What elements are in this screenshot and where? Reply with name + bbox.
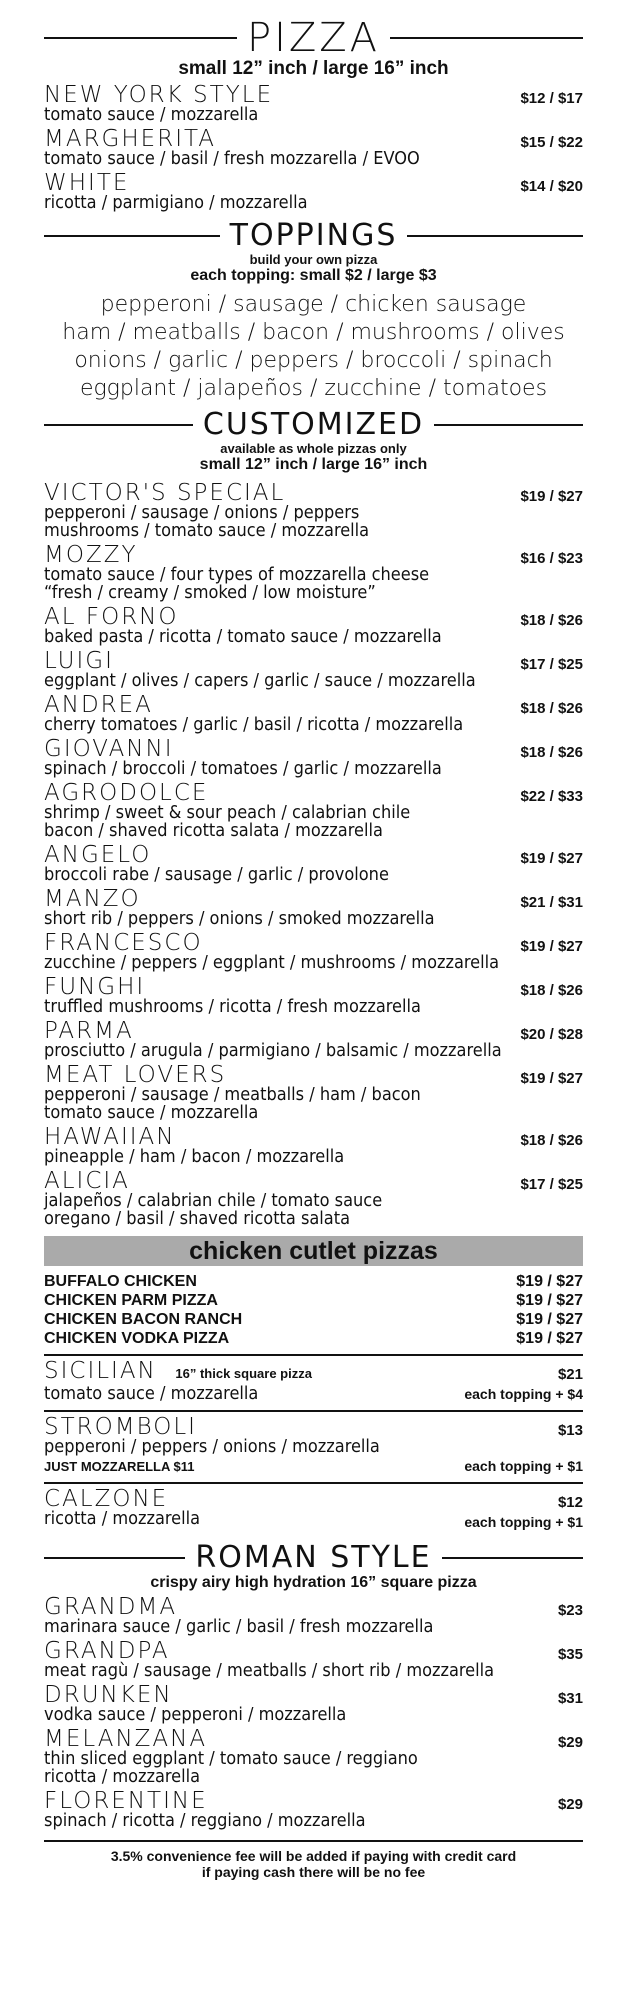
item-price: $19 / $27 — [516, 1311, 583, 1328]
topping-note: each topping + $1 — [464, 1514, 583, 1530]
divider — [390, 37, 583, 39]
item-desc: spinach / ricotta / reggiano / mozzarella — [44, 1810, 366, 1831]
item-desc: eggplant / olives / capers / garlic / sauce / mozzarella — [44, 670, 476, 691]
item-price: $35 — [557, 1646, 583, 1663]
item-name: MEAT LOVERS — [44, 1062, 227, 1088]
item-name: CHICKEN VODKA PIZZA — [44, 1330, 230, 1347]
item-desc: pepperoni / peppers / onions / mozzarella — [44, 1436, 380, 1457]
item-price: $23 — [557, 1602, 583, 1619]
item-desc: mushrooms / tomato sauce / mozzarella — [44, 520, 370, 541]
item-desc: jalapeños / calabrian chile / tomato sauce — [44, 1190, 383, 1211]
item-name: FRANCESCO — [44, 930, 203, 956]
item-price: $13 — [557, 1422, 583, 1439]
topping-note: each topping + $4 — [464, 1386, 583, 1402]
toppings-line: pepperoni / sausage / chicken sausage — [100, 292, 527, 317]
item-desc: pepperoni / sausage / meatballs / ham / bacon — [44, 1084, 421, 1105]
cutlet-list — [44, 1272, 583, 1348]
roman-list — [44, 1596, 583, 1830]
item-price: $31 — [557, 1690, 583, 1707]
item-price: $21 — [557, 1366, 583, 1383]
item-price: $18 / $26 — [520, 744, 583, 761]
item-desc: pepperoni / sausage / onions / peppers — [44, 502, 360, 523]
menu-item — [44, 932, 583, 972]
fee-line: if paying cash there will be no fee — [201, 1864, 426, 1880]
menu-item — [44, 128, 583, 168]
item-name: DRUNKEN — [44, 1682, 173, 1708]
item-price: $12 / $17 — [520, 90, 583, 107]
item-price: $12 — [557, 1494, 583, 1511]
item-name: MANZO — [44, 886, 141, 912]
pizza-list — [44, 84, 583, 212]
item-name: ALICIA — [44, 1168, 130, 1194]
divider — [44, 1557, 185, 1559]
divider — [44, 1840, 583, 1842]
divider — [407, 235, 583, 237]
toppings-subtitle: build your own pizza — [249, 252, 378, 267]
item-name: GIOVANNI — [44, 736, 174, 762]
item-desc: thin sliced eggplant / tomato sauce / reggiano — [44, 1748, 418, 1769]
item-name: AGRODOLCE — [44, 780, 209, 806]
item-desc: tomato sauce / basil / fresh mozzarella / EVOO — [44, 148, 420, 169]
item-price: $14 / $20 — [520, 178, 583, 195]
pizza-header — [44, 15, 583, 61]
fee-notice — [44, 1848, 583, 1880]
toppings-line: ham / meatballs / bacon / mushrooms / olives — [62, 320, 565, 345]
item-name: LUIGI — [44, 648, 114, 674]
menu-item — [44, 1020, 583, 1060]
item-name: CHICKEN BACON RANCH — [44, 1311, 243, 1328]
item-desc: shrimp / sweet & sour peach / calabrian chile — [44, 802, 411, 823]
item-name: WHITE — [44, 170, 130, 196]
roman-header — [44, 1542, 583, 1574]
toppings-pricing: each topping: small $2 / large $3 — [190, 267, 437, 284]
menu-item — [44, 694, 583, 734]
menu-item — [44, 482, 583, 540]
item-price: $19 / $27 — [520, 1070, 583, 1087]
item-price: $20 / $28 — [520, 1026, 583, 1043]
pizza-title: PIZZA — [246, 15, 381, 61]
menu-item — [44, 738, 583, 778]
item-price: $16 / $23 — [520, 550, 583, 567]
item-desc: vodka sauce / pepperoni / mozzarella — [44, 1704, 347, 1725]
item-price: $19 / $27 — [520, 850, 583, 867]
item-price: $22 / $33 — [520, 788, 583, 805]
cutlet-row — [44, 1329, 583, 1348]
item-name: ANDREA — [44, 692, 153, 718]
menu-item — [44, 1728, 583, 1786]
menu-item — [44, 544, 583, 602]
item-desc: spinach / broccoli / tomatoes / garlic / mozzarella — [44, 758, 442, 779]
item-name: HAWAIIAN — [44, 1124, 176, 1150]
menu-item — [44, 1126, 583, 1166]
item-desc: pineapple / ham / bacon / mozzarella — [44, 1146, 345, 1167]
menu-item — [44, 976, 583, 1016]
toppings-line: eggplant / jalapeños / zucchine / tomatoes — [79, 376, 548, 401]
item-desc: bacon / shaved ricotta salata / mozzarella — [44, 820, 383, 841]
item-note: 16” thick square pizza — [175, 1366, 312, 1381]
fee-line: 3.5% convenience fee will be added if paying with credit card — [110, 1848, 517, 1864]
item-name: MELANZANA — [44, 1726, 208, 1752]
toppings-title: TOPPINGS — [229, 218, 398, 253]
item-price: $19 / $27 — [516, 1292, 583, 1309]
customized-title: CUSTOMIZED — [202, 407, 425, 442]
item-desc: baked pasta / ricotta / tomato sauce / mozzarella — [44, 626, 442, 647]
menu-item — [44, 782, 583, 840]
toppings-list — [44, 291, 583, 403]
item-desc: meat ragù / sausage / meatballs / short rib / mozzarella — [44, 1660, 495, 1681]
item-price: $18 / $26 — [520, 700, 583, 717]
item-price: $19 / $27 — [516, 1330, 583, 1347]
cutlet-row — [44, 1272, 583, 1291]
item-name: MARGHERITA — [44, 126, 216, 152]
item-desc: “fresh / creamy / smoked / low moisture” — [44, 582, 376, 603]
divider — [44, 1354, 583, 1356]
item-desc: cherry tomatoes / garlic / basil / ricotta / mozzarella — [44, 714, 464, 735]
item-price: $29 — [557, 1734, 583, 1751]
item-price: $18 / $26 — [520, 1132, 583, 1149]
item-name: CALZONE — [44, 1486, 169, 1512]
roman-subtitle: crispy airy high hydration 16” square pizza — [150, 1574, 477, 1591]
item-name: GRANDMA — [44, 1594, 178, 1620]
item-price: $19 / $27 — [520, 938, 583, 955]
item-desc: short rib / peppers / onions / smoked mozzarella — [44, 908, 435, 929]
item-desc: marinara sauce / garlic / basil / fresh mozzarella — [44, 1616, 434, 1637]
customized-sizes: small 12” inch / large 16” inch — [199, 456, 428, 473]
divider — [44, 1482, 583, 1484]
item-name: GRANDPA — [44, 1638, 170, 1664]
cutlet-row — [44, 1291, 583, 1310]
customized-header — [44, 409, 583, 441]
menu-item — [44, 1790, 583, 1830]
item-desc: tomato sauce / four types of mozzarella cheese — [44, 564, 430, 585]
cutlet-row — [44, 1310, 583, 1329]
item-desc: ricotta / mozzarella — [44, 1766, 201, 1787]
divider — [44, 37, 237, 39]
item-desc: ricotta / parmigiano / mozzarella — [44, 192, 308, 213]
item-name: SICILIAN — [44, 1358, 157, 1384]
item-name: ANGELO — [44, 842, 152, 868]
menu-item — [44, 1596, 583, 1636]
calzone-item — [44, 1488, 583, 1532]
menu-item — [44, 172, 583, 212]
item-name: FLORENTINE — [44, 1788, 208, 1814]
item-name: NEW YORK STYLE — [44, 82, 274, 108]
menu-item — [44, 1064, 583, 1122]
menu-item — [44, 1640, 583, 1680]
menu-item — [44, 888, 583, 928]
item-name: STROMBOLI — [44, 1414, 197, 1440]
item-name: BUFFALO CHICKEN — [44, 1273, 197, 1290]
item-price: $18 / $26 — [520, 982, 583, 999]
menu-item — [44, 844, 583, 884]
toppings-header — [44, 220, 583, 252]
item-desc: zucchine / peppers / eggplant / mushrooms / mozzarella — [44, 952, 500, 973]
divider — [44, 424, 193, 426]
item-name: VICTOR'S SPECIAL — [44, 480, 286, 506]
item-price: $18 / $26 — [520, 612, 583, 629]
item-price: $21 / $31 — [520, 894, 583, 911]
pizza-sizes: small 12” inch / large 16” inch — [178, 58, 449, 79]
item-desc: broccoli rabe / sausage / garlic / provolone — [44, 864, 389, 885]
toppings-line: onions / garlic / peppers / broccoli / spinach — [74, 348, 553, 373]
topping-note: each topping + $1 — [464, 1458, 583, 1474]
item-note: JUST MOZZARELLA $11 — [44, 1459, 195, 1474]
cutlet-title: chicken cutlet pizzas — [44, 1236, 583, 1266]
item-desc: prosciutto / arugula / parmigiano / balsamic / mozzarella — [44, 1040, 502, 1061]
menu-item — [44, 1684, 583, 1724]
divider — [442, 1557, 583, 1559]
item-name: AL FORNO — [44, 604, 179, 630]
item-desc: oregano / basil / shaved ricotta salata — [44, 1208, 350, 1229]
item-price: $17 / $25 — [520, 1176, 583, 1193]
item-price: $19 / $27 — [516, 1273, 583, 1290]
item-price: $15 / $22 — [520, 134, 583, 151]
item-price: $19 / $27 — [520, 488, 583, 505]
sicilian-item — [44, 1360, 583, 1404]
menu-item — [44, 606, 583, 646]
divider — [44, 235, 220, 237]
divider — [434, 424, 583, 426]
stromboli-item — [44, 1416, 583, 1476]
item-desc: tomato sauce / mozzarella — [44, 104, 259, 125]
roman-title: ROMAN STYLE — [195, 1540, 432, 1575]
item-desc: tomato sauce / mozzarella — [44, 1383, 259, 1404]
item-desc: truffled mushrooms / ricotta / fresh mozzarella — [44, 996, 421, 1017]
item-name: CHICKEN PARM PIZZA — [44, 1292, 218, 1309]
item-desc: tomato sauce / mozzarella — [44, 1102, 259, 1123]
item-price: $17 / $25 — [520, 656, 583, 673]
item-name: FUNGHI — [44, 974, 146, 1000]
menu-item — [44, 650, 583, 690]
customized-list — [44, 482, 583, 1228]
divider — [44, 1410, 583, 1412]
menu-item — [44, 84, 583, 124]
item-name: PARMA — [44, 1018, 134, 1044]
item-price: $29 — [557, 1796, 583, 1813]
customized-subtitle: available as whole pizzas only — [220, 441, 407, 456]
item-desc: ricotta / mozzarella — [44, 1508, 201, 1529]
menu-item — [44, 1170, 583, 1228]
item-name: MOZZY — [44, 542, 138, 568]
